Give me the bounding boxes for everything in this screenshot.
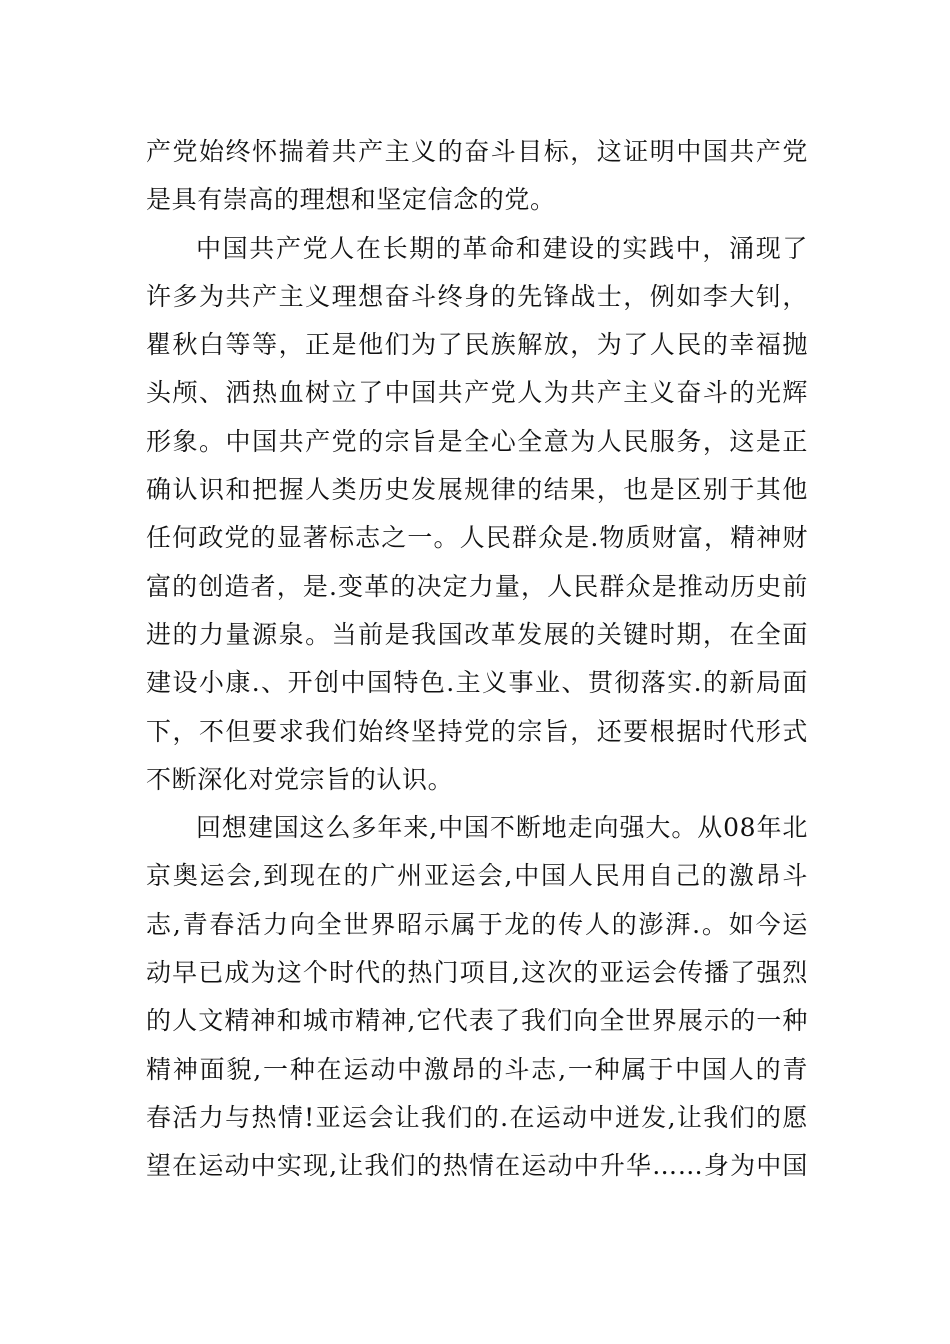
text-line: 春活力与热情!亚运会让我们的.在运动中迸发,让我们的愿 — [146, 1102, 808, 1132]
text-line: 下，不但要求我们始终坚持党的宗旨，还要根据时代形式 — [146, 716, 808, 746]
text-line: 中国共产党人在长期的革命和建设的实践中，涌现了 — [196, 233, 808, 263]
text-line: 是具有崇高的理想和坚定信念的党。 — [146, 185, 556, 215]
text-line: 头颅、洒热血树立了中国共产党人为共产主义奋斗的光辉 — [146, 378, 808, 408]
text-line: 志,青春活力向全世界昭示属于龙的传人的澎湃.。如今运 — [146, 909, 808, 939]
text-line: 精神面貌,一种在运动中激昂的斗志,一种属于中国人的青 — [146, 1054, 808, 1084]
text-line: 产党始终怀揣着共产主义的奋斗目标，这证明中国共产党 — [146, 137, 808, 166]
paragraph-2 — [146, 225, 808, 805]
text-line: 任何政党的显著标志之一。人民群众是.物质财富，精神财 — [146, 523, 808, 553]
text-line: 京奥运会,到现在的广州亚运会,中国人民用自己的激昂斗 — [146, 861, 808, 891]
text-line: 富的创造者，是.变革的决定力量，人民群众是推动历史前 — [146, 571, 808, 601]
text-line: 动早已成为这个时代的热门项目,这次的亚运会传播了强烈 — [146, 958, 808, 988]
text-line: 确认识和把握人类历史发展规律的结果，也是区别于其他 — [146, 475, 808, 505]
paragraph-1 — [146, 128, 808, 225]
text-line: 不断深化对党宗旨的认识。 — [146, 764, 454, 794]
text-line: 进的力量源泉。当前是我国改革发展的关键时期，在全面 — [146, 619, 808, 649]
text-line: 许多为共产主义理想奋斗终身的先锋战士，例如李大钊， — [146, 281, 808, 311]
text-line: 的人文精神和城市精神,它代表了我们向全世界展示的一种 — [146, 1006, 808, 1036]
text-line: 望在运动中实现,让我们的热情在运动中升华……身为中国 — [146, 1151, 808, 1181]
paragraph-3 — [146, 804, 808, 1190]
document-body — [146, 128, 808, 1191]
text-line: 建设小康.、开创中国特色.主义事业、贯彻落实.的新局面 — [146, 668, 808, 698]
text-line: 回想建国这么多年来,中国不断地走向强大。从08年北 — [196, 813, 808, 843]
text-line: 瞿秋白等等，正是他们为了民族解放，为了人民的幸福抛 — [146, 330, 808, 360]
text-line: 形象。中国共产党的宗旨是全心全意为人民服务，这是正 — [146, 426, 808, 456]
